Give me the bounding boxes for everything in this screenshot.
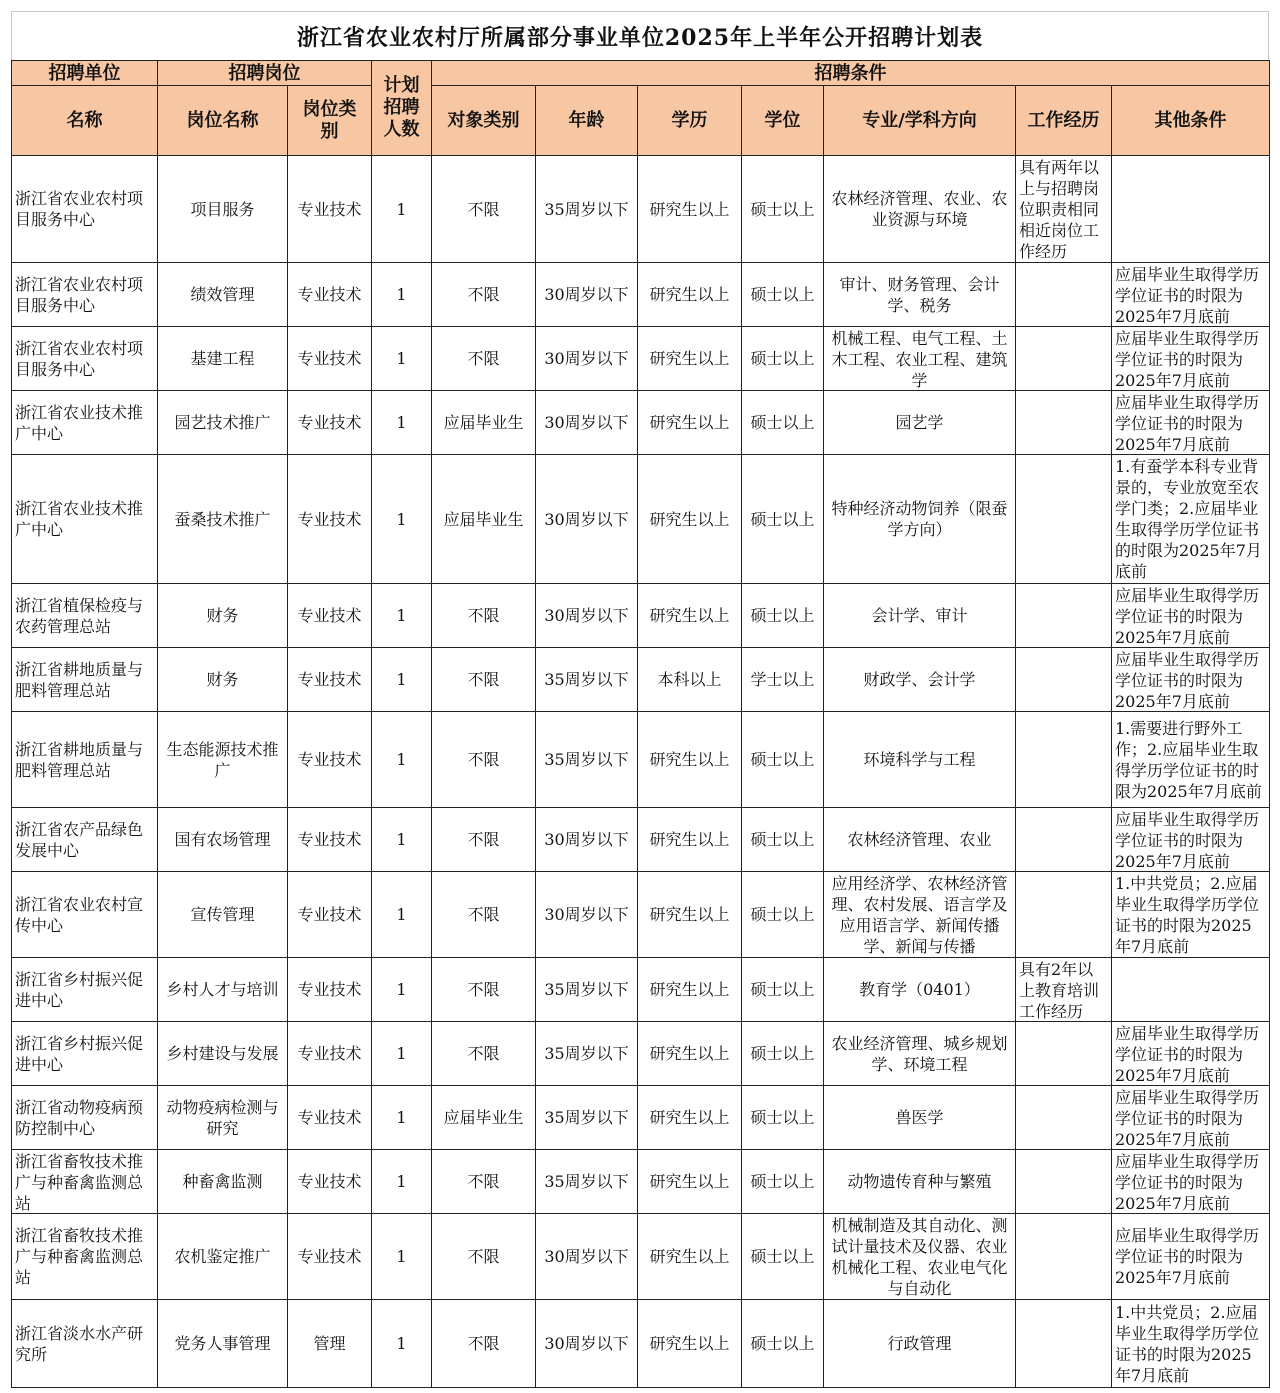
target-cell: 应届毕业生 <box>432 1086 536 1150</box>
header-plan-count: 计划招聘人数 <box>372 61 432 156</box>
post-type-cell: 专业技术 <box>288 872 372 958</box>
education-cell: 本科以上 <box>638 648 742 712</box>
target-cell: 不限 <box>432 1214 536 1300</box>
degree-cell: 硕士以上 <box>742 712 824 808</box>
other-cell: 应届毕业生取得学历学位证书的时限为2025年7月底前 <box>1112 1214 1270 1300</box>
age-cell: 30周岁以下 <box>536 455 638 584</box>
post-type-cell: 专业技术 <box>288 391 372 455</box>
other-cell: 应届毕业生取得学历学位证书的时限为2025年7月底前 <box>1112 648 1270 712</box>
experience-cell <box>1016 872 1112 958</box>
post-type-cell: 专业技术 <box>288 808 372 872</box>
post-name-cell: 乡村人才与培训 <box>158 958 288 1022</box>
plan-count-cell: 1 <box>372 808 432 872</box>
unit-name-cell: 浙江省乡村振兴促进中心 <box>12 1022 158 1086</box>
post-name-cell: 绩效管理 <box>158 263 288 327</box>
experience-cell <box>1016 391 1112 455</box>
post-type-cell: 专业技术 <box>288 263 372 327</box>
experience-cell <box>1016 648 1112 712</box>
target-cell: 应届毕业生 <box>432 391 536 455</box>
age-cell: 30周岁以下 <box>536 584 638 648</box>
table-row <box>12 1150 1270 1214</box>
header-target: 对象类别 <box>432 86 536 156</box>
major-cell: 动物遗传育种与繁殖 <box>824 1150 1016 1214</box>
post-type-cell: 专业技术 <box>288 1086 372 1150</box>
post-name-cell: 种畜禽监测 <box>158 1150 288 1214</box>
post-type-cell: 专业技术 <box>288 584 372 648</box>
degree-cell: 硕士以上 <box>742 391 824 455</box>
experience-cell <box>1016 1022 1112 1086</box>
age-cell: 35周岁以下 <box>536 1150 638 1214</box>
plan-count-cell: 1 <box>372 712 432 808</box>
other-cell: 1.中共党员；2.应届毕业生取得学历学位证书的时限为2025年7月底前 <box>1112 872 1270 958</box>
experience-cell <box>1016 1214 1112 1300</box>
table-row <box>12 391 1270 455</box>
major-cell: 农林经济管理、农业 <box>824 808 1016 872</box>
unit-name-cell: 浙江省耕地质量与肥料管理总站 <box>12 648 158 712</box>
post-name-cell: 财务 <box>158 584 288 648</box>
header-group-conditions: 招聘条件 <box>432 61 1270 86</box>
education-cell: 研究生以上 <box>638 1022 742 1086</box>
post-name-cell: 基建工程 <box>158 327 288 391</box>
target-cell: 不限 <box>432 712 536 808</box>
unit-name-cell: 浙江省畜牧技术推广与种畜禽监测总站 <box>12 1214 158 1300</box>
table-body <box>12 156 1270 1388</box>
experience-cell <box>1016 1300 1112 1388</box>
plan-count-cell: 1 <box>372 156 432 263</box>
post-type-cell: 管理 <box>288 1300 372 1388</box>
unit-name-cell: 浙江省农业农村项目服务中心 <box>12 156 158 263</box>
plan-count-cell: 1 <box>372 1300 432 1388</box>
degree-cell: 硕士以上 <box>742 156 824 263</box>
target-cell: 不限 <box>432 263 536 327</box>
age-cell: 35周岁以下 <box>536 958 638 1022</box>
plan-count-cell: 1 <box>372 455 432 584</box>
target-cell: 不限 <box>432 1300 536 1388</box>
header-group-unit: 招聘单位 <box>12 61 158 86</box>
unit-name-cell: 浙江省农产品绿色发展中心 <box>12 808 158 872</box>
age-cell: 30周岁以下 <box>536 1300 638 1388</box>
age-cell: 30周岁以下 <box>536 872 638 958</box>
age-cell: 35周岁以下 <box>536 1022 638 1086</box>
header-group-position: 招聘岗位 <box>158 61 372 86</box>
plan-count-cell: 1 <box>372 1214 432 1300</box>
plan-count-cell: 1 <box>372 872 432 958</box>
target-cell: 不限 <box>432 584 536 648</box>
target-cell: 不限 <box>432 156 536 263</box>
header-education: 学历 <box>638 86 742 156</box>
unit-name-cell: 浙江省农业技术推广中心 <box>12 455 158 584</box>
header-age: 年龄 <box>536 86 638 156</box>
age-cell: 35周岁以下 <box>536 712 638 808</box>
unit-name-cell: 浙江省乡村振兴促进中心 <box>12 958 158 1022</box>
education-cell: 研究生以上 <box>638 327 742 391</box>
degree-cell: 硕士以上 <box>742 1086 824 1150</box>
post-type-cell: 专业技术 <box>288 712 372 808</box>
education-cell: 研究生以上 <box>638 872 742 958</box>
post-type-cell: 专业技术 <box>288 648 372 712</box>
target-cell: 不限 <box>432 648 536 712</box>
other-cell: 应届毕业生取得学历学位证书的时限为2025年7月底前 <box>1112 808 1270 872</box>
other-cell: 应届毕业生取得学历学位证书的时限为2025年7月底前 <box>1112 584 1270 648</box>
major-cell: 环境科学与工程 <box>824 712 1016 808</box>
age-cell: 30周岁以下 <box>536 391 638 455</box>
header-major: 专业/学科方向 <box>824 86 1016 156</box>
major-cell: 园艺学 <box>824 391 1016 455</box>
education-cell: 研究生以上 <box>638 712 742 808</box>
plan-count-cell: 1 <box>372 1150 432 1214</box>
post-name-cell: 国有农场管理 <box>158 808 288 872</box>
age-cell: 30周岁以下 <box>536 1214 638 1300</box>
major-cell: 特种经济动物饲养（限蚕学方向） <box>824 455 1016 584</box>
table-row <box>12 958 1270 1022</box>
unit-name-cell: 浙江省植保检疫与农药管理总站 <box>12 584 158 648</box>
plan-count-cell: 1 <box>372 263 432 327</box>
education-cell: 研究生以上 <box>638 1214 742 1300</box>
degree-cell: 硕士以上 <box>742 872 824 958</box>
target-cell: 不限 <box>432 808 536 872</box>
age-cell: 30周岁以下 <box>536 263 638 327</box>
post-name-cell: 乡村建设与发展 <box>158 1022 288 1086</box>
other-cell: 应届毕业生取得学历学位证书的时限为2025年7月底前 <box>1112 1150 1270 1214</box>
experience-cell: 具有2年以上教育培训工作经历 <box>1016 958 1112 1022</box>
post-name-cell: 项目服务 <box>158 156 288 263</box>
post-name-cell: 生态能源技术推广 <box>158 712 288 808</box>
recruitment-table <box>11 60 1270 1388</box>
target-cell: 不限 <box>432 1150 536 1214</box>
page-title: 浙江省农业农村厅所属部分事业单位2025年上半年公开招聘计划表 <box>11 11 1269 60</box>
degree-cell: 硕士以上 <box>742 808 824 872</box>
target-cell: 不限 <box>432 872 536 958</box>
unit-name-cell: 浙江省农业技术推广中心 <box>12 391 158 455</box>
experience-cell <box>1016 455 1112 584</box>
unit-name-cell: 浙江省耕地质量与肥料管理总站 <box>12 712 158 808</box>
unit-name-cell: 浙江省农业农村项目服务中心 <box>12 327 158 391</box>
other-cell: 1.中共党员；2.应届毕业生取得学历学位证书的时限为2025年7月底前 <box>1112 1300 1270 1388</box>
unit-name-cell: 浙江省农业农村项目服务中心 <box>12 263 158 327</box>
target-cell: 应届毕业生 <box>432 455 536 584</box>
header-post-type: 岗位类别 <box>288 86 372 156</box>
post-name-cell: 园艺技术推广 <box>158 391 288 455</box>
major-cell: 兽医学 <box>824 1086 1016 1150</box>
unit-name-cell: 浙江省农业农村宣传中心 <box>12 872 158 958</box>
post-name-cell: 动物疫病检测与研究 <box>158 1086 288 1150</box>
experience-cell <box>1016 584 1112 648</box>
age-cell: 35周岁以下 <box>536 1086 638 1150</box>
table-row <box>12 584 1270 648</box>
education-cell: 研究生以上 <box>638 958 742 1022</box>
header-degree: 学位 <box>742 86 824 156</box>
degree-cell: 硕士以上 <box>742 1300 824 1388</box>
major-cell: 机械工程、电气工程、土木工程、农业工程、建筑学 <box>824 327 1016 391</box>
age-cell: 30周岁以下 <box>536 808 638 872</box>
post-type-cell: 专业技术 <box>288 958 372 1022</box>
table-row <box>12 808 1270 872</box>
other-cell: 应届毕业生取得学历学位证书的时限为2025年7月底前 <box>1112 1022 1270 1086</box>
education-cell: 研究生以上 <box>638 1300 742 1388</box>
degree-cell: 硕士以上 <box>742 584 824 648</box>
education-cell: 研究生以上 <box>638 1086 742 1150</box>
degree-cell: 学士以上 <box>742 648 824 712</box>
post-name-cell: 农机鉴定推广 <box>158 1214 288 1300</box>
post-name-cell: 党务人事管理 <box>158 1300 288 1388</box>
education-cell: 研究生以上 <box>638 391 742 455</box>
target-cell: 不限 <box>432 327 536 391</box>
experience-cell <box>1016 808 1112 872</box>
header-post-name: 岗位名称 <box>158 86 288 156</box>
major-cell: 应用经济学、农林经济管理、农村发展、语言学及应用语言学、新闻传播学、新闻与传播 <box>824 872 1016 958</box>
education-cell: 研究生以上 <box>638 1150 742 1214</box>
plan-count-cell: 1 <box>372 327 432 391</box>
major-cell: 审计、财务管理、会计学、税务 <box>824 263 1016 327</box>
experience-cell <box>1016 327 1112 391</box>
degree-cell: 硕士以上 <box>742 958 824 1022</box>
experience-cell <box>1016 1150 1112 1214</box>
target-cell: 不限 <box>432 1022 536 1086</box>
post-name-cell: 蚕桑技术推广 <box>158 455 288 584</box>
table-row <box>12 872 1270 958</box>
post-type-cell: 专业技术 <box>288 455 372 584</box>
post-name-cell: 财务 <box>158 648 288 712</box>
experience-cell <box>1016 263 1112 327</box>
age-cell: 35周岁以下 <box>536 156 638 263</box>
degree-cell: 硕士以上 <box>742 455 824 584</box>
other-cell: 应届毕业生取得学历学位证书的时限为2025年7月底前 <box>1112 263 1270 327</box>
table-row <box>12 455 1270 584</box>
major-cell: 机械制造及其自动化、测试计量技术及仪器、农业机械化工程、农业电气化与自动化 <box>824 1214 1016 1300</box>
plan-count-cell: 1 <box>372 1086 432 1150</box>
table-row <box>12 1300 1270 1388</box>
plan-count-cell: 1 <box>372 1022 432 1086</box>
degree-cell: 硕士以上 <box>742 1022 824 1086</box>
plan-count-cell: 1 <box>372 958 432 1022</box>
degree-cell: 硕士以上 <box>742 327 824 391</box>
post-type-cell: 专业技术 <box>288 1214 372 1300</box>
unit-name-cell: 浙江省畜牧技术推广与种畜禽监测总站 <box>12 1150 158 1214</box>
target-cell: 不限 <box>432 958 536 1022</box>
experience-cell <box>1016 712 1112 808</box>
table-row <box>12 263 1270 327</box>
plan-count-cell: 1 <box>372 584 432 648</box>
experience-cell <box>1016 1086 1112 1150</box>
table-row <box>12 1086 1270 1150</box>
education-cell: 研究生以上 <box>638 263 742 327</box>
degree-cell: 硕士以上 <box>742 1214 824 1300</box>
table-row <box>12 648 1270 712</box>
major-cell: 教育学（0401） <box>824 958 1016 1022</box>
post-type-cell: 专业技术 <box>288 1022 372 1086</box>
other-cell: 应届毕业生取得学历学位证书的时限为2025年7月底前 <box>1112 1086 1270 1150</box>
major-cell: 财政学、会计学 <box>824 648 1016 712</box>
table-row <box>12 712 1270 808</box>
recruitment-sheet <box>11 11 1269 1388</box>
plan-count-cell: 1 <box>372 648 432 712</box>
other-cell: 应届毕业生取得学历学位证书的时限为2025年7月底前 <box>1112 327 1270 391</box>
major-cell: 行政管理 <box>824 1300 1016 1388</box>
education-cell: 研究生以上 <box>638 808 742 872</box>
age-cell: 35周岁以下 <box>536 648 638 712</box>
header-other: 其他条件 <box>1112 86 1270 156</box>
other-cell <box>1112 958 1270 1022</box>
unit-name-cell: 浙江省淡水水产研究所 <box>12 1300 158 1388</box>
table-row <box>12 327 1270 391</box>
degree-cell: 硕士以上 <box>742 263 824 327</box>
post-type-cell: 专业技术 <box>288 156 372 263</box>
major-cell: 农林经济管理、农业、农业资源与环境 <box>824 156 1016 263</box>
education-cell: 研究生以上 <box>638 455 742 584</box>
post-type-cell: 专业技术 <box>288 1150 372 1214</box>
unit-name-cell: 浙江省动物疫病预防控制中心 <box>12 1086 158 1150</box>
other-cell: 1.有蚕学本科专业背景的，专业放宽至农学门类；2.应届毕业生取得学历学位证书的时限为2025年7月底前 <box>1112 455 1270 584</box>
major-cell: 农业经济管理、城乡规划学、环境工程 <box>824 1022 1016 1086</box>
header-unit-name: 名称 <box>12 86 158 156</box>
table-row <box>12 156 1270 263</box>
plan-count-cell: 1 <box>372 391 432 455</box>
table-row <box>12 1022 1270 1086</box>
table-row <box>12 1214 1270 1300</box>
other-cell <box>1112 156 1270 263</box>
header-experience: 工作经历 <box>1016 86 1112 156</box>
post-name-cell: 宣传管理 <box>158 872 288 958</box>
major-cell: 会计学、审计 <box>824 584 1016 648</box>
experience-cell: 具有两年以上与招聘岗位职责相同相近岗位工作经历 <box>1016 156 1112 263</box>
degree-cell: 硕士以上 <box>742 1150 824 1214</box>
other-cell: 1.需要进行野外工作；2.应届毕业生取得学历学位证书的时限为2025年7月底前 <box>1112 712 1270 808</box>
age-cell: 30周岁以下 <box>536 327 638 391</box>
post-type-cell: 专业技术 <box>288 327 372 391</box>
education-cell: 研究生以上 <box>638 584 742 648</box>
other-cell: 应届毕业生取得学历学位证书的时限为2025年7月底前 <box>1112 391 1270 455</box>
education-cell: 研究生以上 <box>638 156 742 263</box>
